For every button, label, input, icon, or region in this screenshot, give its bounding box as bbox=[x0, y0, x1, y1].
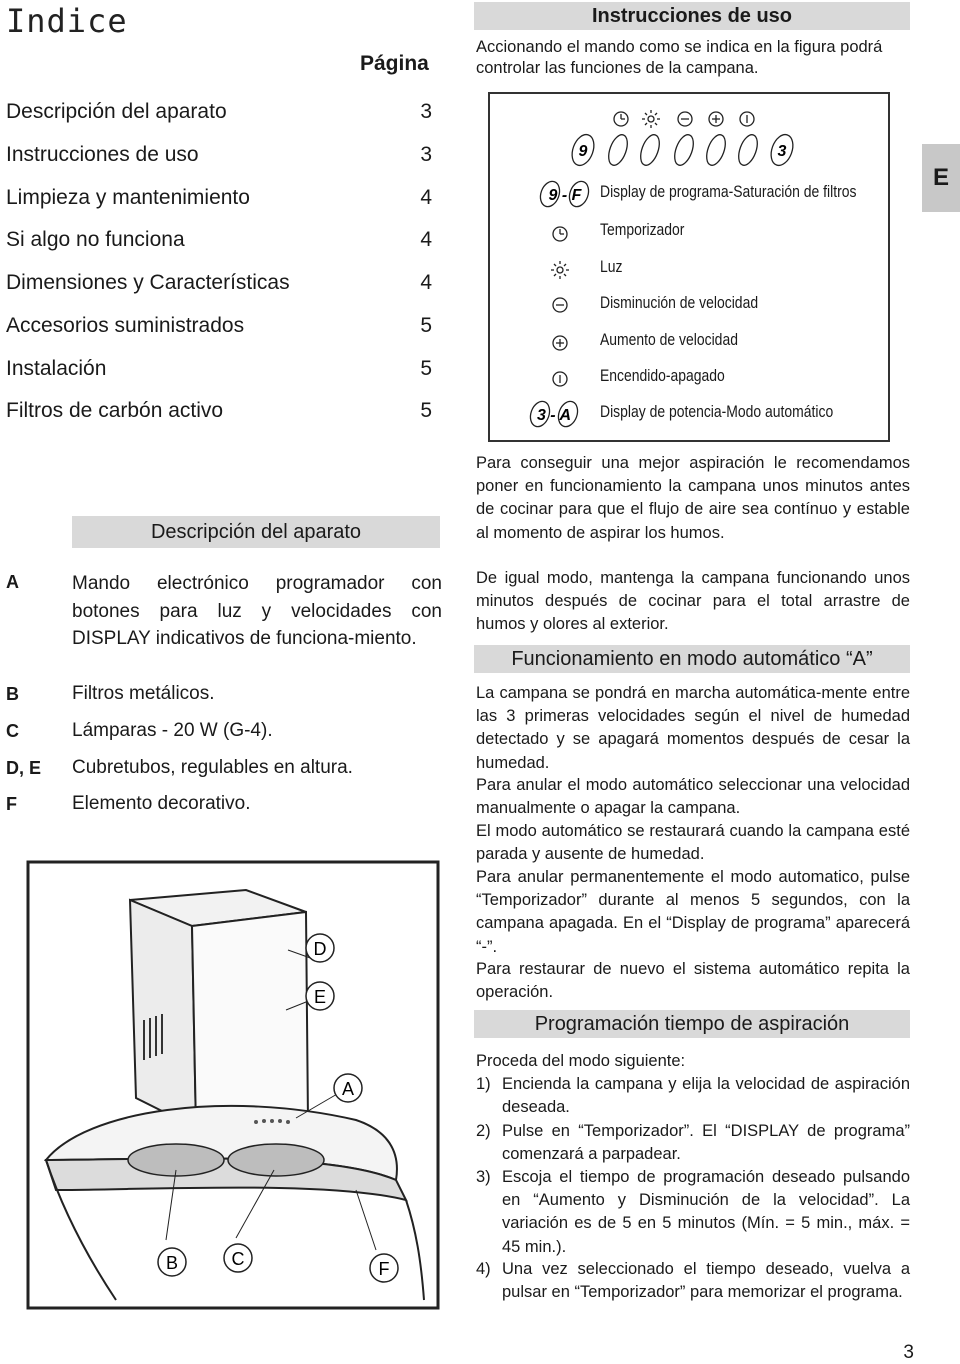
legend-label: Luz bbox=[600, 257, 623, 276]
toc-row bbox=[6, 314, 432, 338]
legend-label: Display de programa-Saturación de filtros bbox=[600, 182, 857, 201]
step-text: Encienda la campana y elija la velocidad de aspiración deseada. bbox=[502, 1075, 910, 1117]
toc-label: Limpieza y mantenimiento bbox=[6, 186, 250, 209]
toc-row bbox=[6, 271, 432, 295]
legend-label: Encendido-apagado bbox=[600, 366, 725, 385]
language-tab: E bbox=[922, 144, 960, 212]
label-d: D bbox=[313, 939, 327, 959]
hood-drawing bbox=[26, 860, 440, 1310]
label-e: E bbox=[313, 987, 327, 1007]
filter-right bbox=[228, 1144, 324, 1176]
timer-button[interactable] bbox=[605, 132, 631, 168]
page-column-header: Página bbox=[360, 52, 429, 75]
light-icon bbox=[551, 261, 569, 279]
item-text: Cubretubos, regulables en altura. bbox=[72, 757, 353, 778]
item-letter: A bbox=[6, 572, 19, 592]
display-left-digit: 9 bbox=[578, 143, 588, 160]
legend-symbol: 3 - A bbox=[536, 407, 572, 424]
item-letter: F bbox=[6, 794, 17, 814]
instructions-intro: Accionando el mando como se indica en la figura podrá controlar las funciones de la campana. bbox=[476, 38, 883, 77]
toc-label: Instrucciones de uso bbox=[6, 143, 199, 166]
power-button[interactable] bbox=[735, 132, 761, 168]
toc-page: 5 bbox=[420, 357, 432, 380]
index-title: Indice bbox=[6, 2, 128, 40]
toc-label: Accesorios suministrados bbox=[6, 314, 245, 337]
auto-mode-paragraph: Para anular permanentemente el modo automatico, pulse “Temporizador” durante al menos 5 segundos, con la campana apagada. En el “Display de programa” aparecerá “-”. bbox=[476, 868, 910, 956]
item-letter: D, E bbox=[6, 758, 42, 778]
item-letter: B bbox=[6, 684, 19, 704]
legend-label: Aumento de velocidad bbox=[600, 330, 738, 349]
step-text: Escoja el tiempo de programación deseado pulsando en “Aumento y Disminución de la velocidad”. La variación es de 5 en 5 minutos (Mín. = 5 min., máx. = 45 min.). bbox=[502, 1168, 910, 1256]
auto-mode-paragraph: La campana se pondrá en marcha automática-mente entre las 3 primeras velocidades según el nivel de humedad detectado y se apagará momentos después de cesar la humedad. bbox=[476, 684, 910, 772]
auto-mode-heading: Funcionamiento en modo automático “A” bbox=[474, 645, 910, 673]
control-panel-drawing bbox=[490, 94, 888, 440]
step-text: Una vez seleccionado el tiempo deseado, vuelva a pulsar en “Temporizador” para memorizar el programa. bbox=[502, 1260, 910, 1302]
toc-label: Filtros de carbón activo bbox=[6, 399, 224, 422]
toc-page: 4 bbox=[420, 186, 432, 209]
toc-page: 4 bbox=[420, 228, 432, 251]
toc-page: 3 bbox=[420, 143, 432, 166]
toc-page: 5 bbox=[420, 314, 432, 337]
toc-label: Descripción del aparato bbox=[6, 100, 227, 123]
step-number: 2) bbox=[476, 1122, 491, 1140]
plus-button[interactable] bbox=[703, 132, 729, 168]
display-right-digit: 3 bbox=[777, 143, 787, 160]
step-text: Pulse en “Temporizador”. El “DISPLAY de programa” comenzará a parpadear. bbox=[502, 1122, 910, 1164]
instructions-paragraph: De igual modo, mantenga la campana funcionando unos minutos después de cocinar para el total arrastre de humos y olores al exterior. bbox=[476, 569, 910, 634]
programming-heading: Programación tiempo de aspiración bbox=[474, 1010, 910, 1038]
toc-row bbox=[6, 399, 432, 423]
control-panel-figure bbox=[488, 92, 890, 442]
toc-row bbox=[6, 357, 432, 381]
item-text: Lámparas - 20 W (G-4). bbox=[72, 720, 273, 741]
auto-mode-paragraph: Para restaurar de nuevo el sistema automático repita la operación. bbox=[476, 960, 910, 1002]
toc-page: 3 bbox=[420, 100, 432, 123]
programming-intro: Proceda del modo siguiente: bbox=[476, 1052, 686, 1070]
toc-row bbox=[6, 228, 432, 252]
item-text: Mando electrónico programador con botones para luz y velocidades con DISPLAY indicativos de funciona-miento. bbox=[72, 573, 442, 649]
item-text: Elemento decorativo. bbox=[72, 793, 251, 814]
toc-page: 4 bbox=[420, 271, 432, 294]
toc-label: Si algo no funciona bbox=[6, 228, 185, 251]
light-icon bbox=[642, 110, 660, 128]
legend-label: Display de potencia-Modo automático bbox=[600, 402, 834, 421]
label-c: C bbox=[231, 1249, 245, 1269]
chimney-front bbox=[192, 912, 308, 1128]
label-f: F bbox=[378, 1259, 390, 1279]
legend-symbol: 9 - F bbox=[548, 187, 582, 204]
toc-label: Instalación bbox=[6, 357, 107, 380]
step-number: 3) bbox=[476, 1168, 491, 1186]
step-number: 1) bbox=[476, 1075, 491, 1093]
light-button[interactable] bbox=[637, 132, 663, 168]
hood-figure bbox=[26, 860, 440, 1310]
description-heading: Descripción del aparato bbox=[72, 516, 440, 548]
label-b: B bbox=[165, 1253, 179, 1273]
toc-row bbox=[6, 100, 432, 124]
page-number: 3 bbox=[903, 1342, 914, 1363]
auto-mode-paragraph: El modo automático se restaurará cuando la campana esté parada y ausente de humedad. bbox=[476, 822, 910, 864]
auto-mode-paragraph: Para anular el modo automático seleccionar una velocidad manualmente o apagar la campana. bbox=[476, 776, 910, 818]
item-text: Filtros metálicos. bbox=[72, 683, 215, 704]
item-letter: C bbox=[6, 721, 19, 741]
toc-row bbox=[6, 143, 432, 167]
label-a: A bbox=[341, 1079, 355, 1099]
legend-label: Temporizador bbox=[600, 220, 685, 239]
step-number: 4) bbox=[476, 1260, 491, 1278]
toc-row bbox=[6, 186, 432, 210]
legend-label: Disminución de velocidad bbox=[600, 293, 759, 312]
toc-page: 5 bbox=[420, 399, 432, 422]
instructions-paragraph: Para conseguir una mejor aspiración le recomendamos poner en funcionamiento la campana unos minutos antes de cocinar para que el flujo de aire sea contínuo y estable al momento de aspirar los humos. bbox=[476, 454, 910, 542]
minus-button[interactable] bbox=[671, 132, 697, 168]
instructions-heading: Instrucciones de uso bbox=[474, 2, 910, 30]
toc-label: Dimensiones y Características bbox=[6, 271, 290, 294]
